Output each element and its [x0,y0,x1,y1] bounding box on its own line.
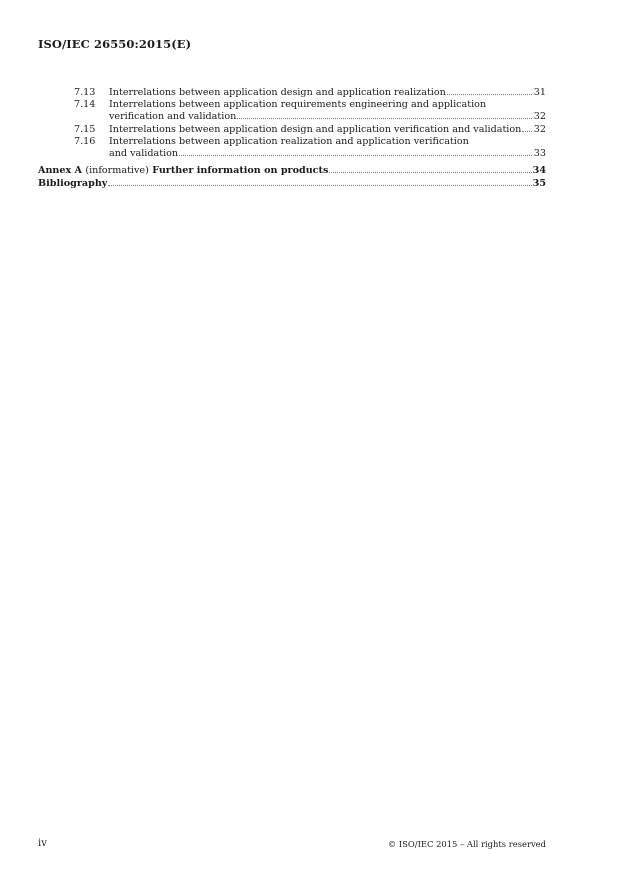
toc-entry-title-continued: verification and validation [109,111,237,123]
toc-leader-dots [447,94,532,95]
toc-entry-7-16[interactable] [38,136,546,160]
toc-entry-title: Interrelations between application requirements engineering and application [109,99,487,111]
annex-qualifier: (informative) [85,165,149,177]
bibliography-label: Bibliography [38,178,108,190]
toc-entry-7-13[interactable] [38,87,546,99]
toc-entry-page: 33 [533,148,546,160]
toc-entry-7-14[interactable] [38,99,546,123]
toc-entry-number: 7.14 [74,99,96,111]
document-id-header: ISO/IEC 26550:2015(E) [38,37,192,51]
toc-leader-dots [522,131,532,132]
toc-entry-page: 32 [533,123,546,135]
footer-page-number: iv [38,838,47,849]
toc-entry-page: 35 [532,178,546,190]
toc-entry-7-15[interactable] [38,124,546,136]
toc-entry-title: Interrelations between application design and application verification and validation [109,123,522,135]
annex-title: Further information on products [152,165,329,177]
footer-copyright: © ISO/IEC 2015 – All rights reserved [387,839,546,849]
table-of-contents [38,87,546,191]
toc-leader-dots [179,155,532,156]
toc-leader-dots [108,185,531,186]
toc-entry-title: Interrelations between application design and application realization [109,87,446,98]
toc-entry-title-continued: and validation [109,148,179,160]
toc-entry-page: 31 [533,87,546,98]
annex-label: Annex A [38,165,83,177]
toc-entry-number: 7.16 [74,135,96,147]
toc-leader-dots [329,172,531,173]
toc-entry-number: 7.13 [74,87,96,98]
toc-entry-number: 7.15 [74,123,96,135]
toc-entry-page: 32 [533,111,546,123]
toc-leader-dots [237,118,532,119]
toc-entry-annex-a[interactable] [38,165,546,177]
toc-entry-title: Interrelations between application realization and application verification [109,135,469,147]
toc-entry-bibliography[interactable] [38,178,546,190]
toc-entry-page: 34 [532,165,546,177]
